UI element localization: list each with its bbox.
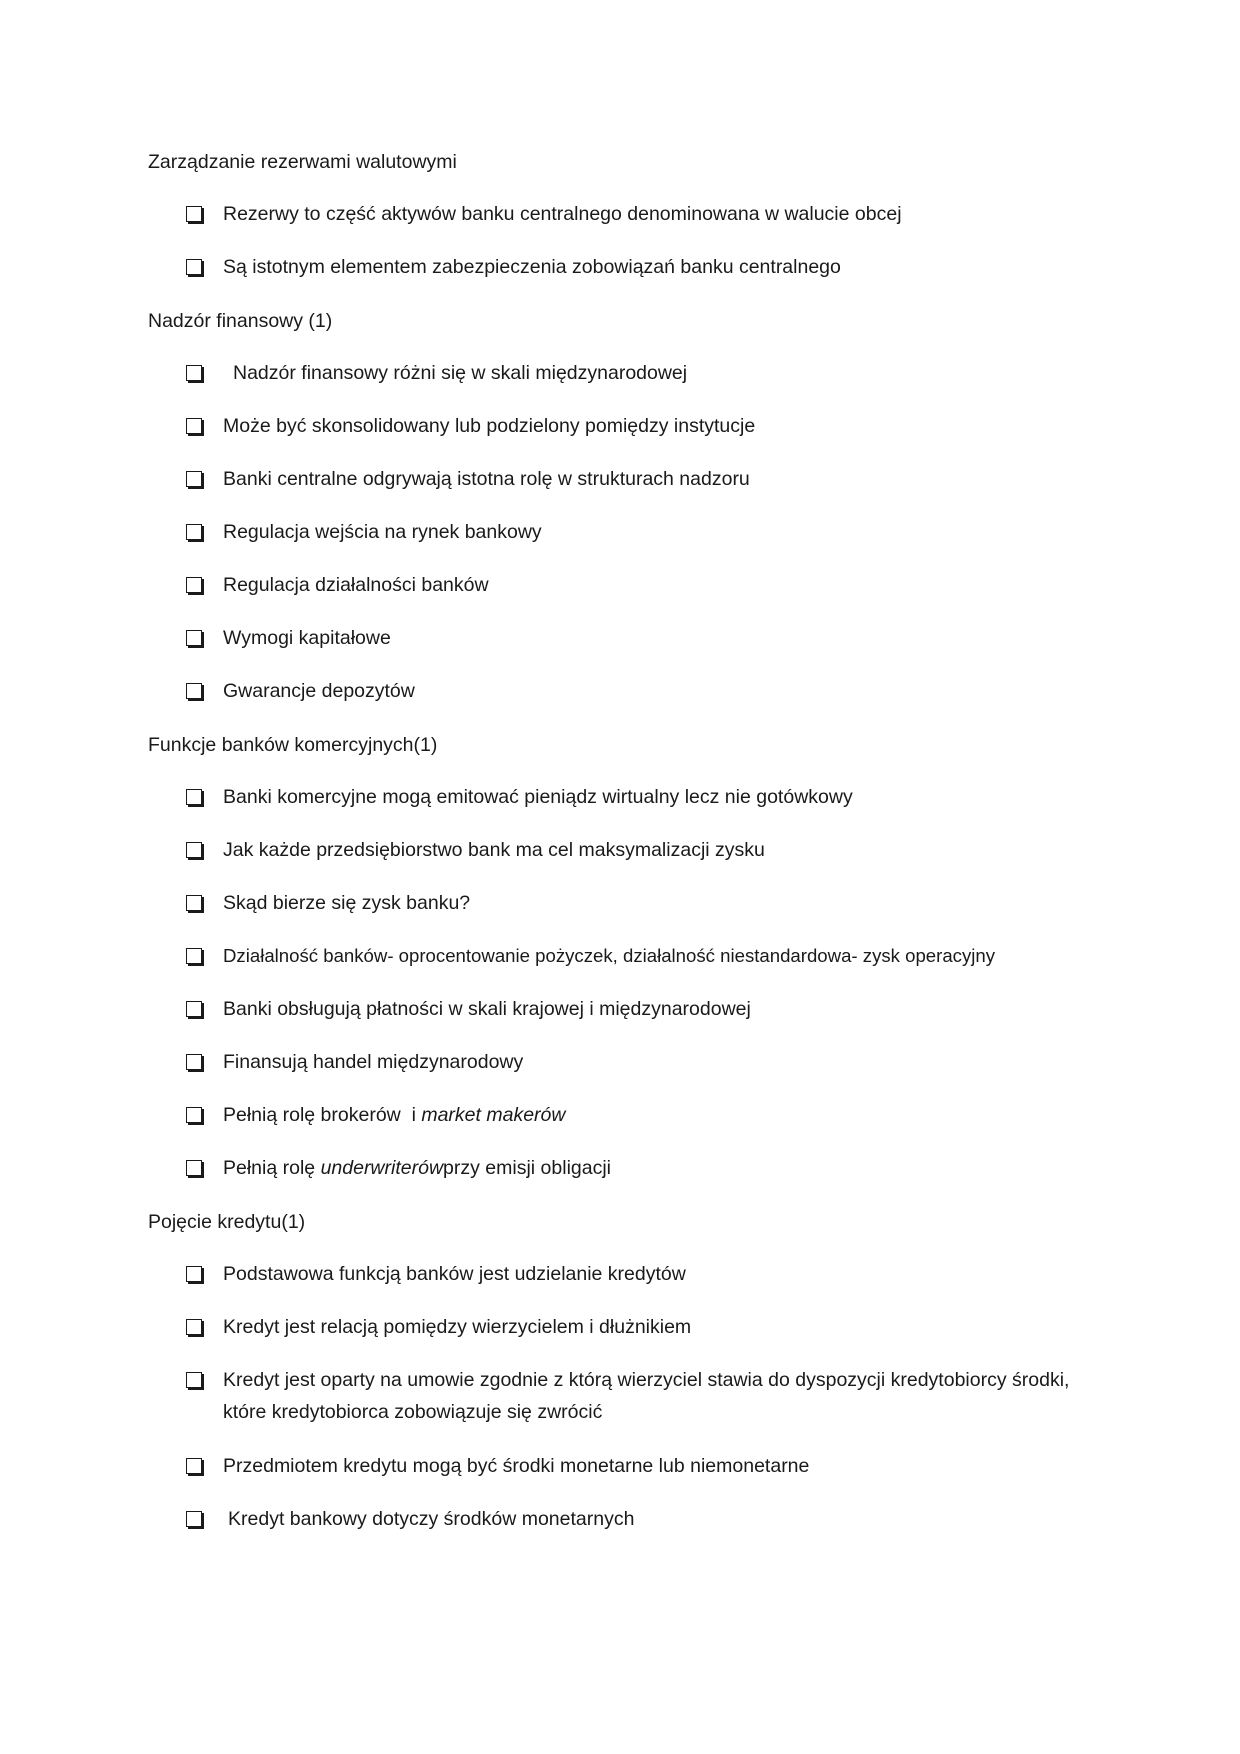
section-heading: Pojęcie kredytu(1) (148, 1211, 306, 1233)
checkbox-bullet-icon (186, 948, 202, 964)
list-item-text (223, 1099, 1123, 1131)
list-item-text: Kredyt jest oparty na umowie zgodnie z którą wierzyciel stawia do dyspozycji kredytobiorcy środki, które kredytobiorca zobowiązuje się zwrócić (223, 1369, 1070, 1423)
checkbox-bullet-icon (186, 1107, 202, 1123)
list-item-text: Nadzór finansowy różni się w skali międzynarodowej (233, 362, 688, 384)
checkbox-bullet-icon (186, 365, 202, 381)
list-item-text: Gwarancje depozytów (223, 680, 415, 702)
list-item-text: Podstawowa funkcją banków jest udzielanie kredytów (223, 1263, 686, 1285)
list-item-text: Banki komercyjne mogą emitować pieniądz wirtualny lecz nie gotówkowy (223, 786, 853, 808)
checkbox-bullet-icon (186, 842, 202, 858)
checkbox-bullet-icon (186, 259, 202, 275)
list-item-italic-text: underwriterów (320, 1157, 444, 1179)
list-item-text: Banki obsługują płatności w skali krajowej i międzynarodowej (223, 998, 751, 1020)
list-item-text-part: Pełnią rolę brokerów i (223, 1104, 422, 1126)
checkbox-bullet-icon (186, 418, 202, 434)
checkbox-bullet-icon (186, 895, 202, 911)
list-item-text: Może być skonsolidowany lub podzielony pomiędzy instytucje (223, 415, 756, 437)
list-item-text: Finansują handel międzynarodowy (223, 1051, 524, 1073)
list-item-text: Banki centralne odgrywają istotna rolę w strukturach nadzoru (223, 468, 750, 490)
checkbox-bullet-icon (186, 1458, 202, 1474)
checkbox-bullet-icon (186, 1319, 202, 1335)
list-item-text: Jak każde przedsiębiorstwo bank ma cel maksymalizacji zysku (223, 839, 765, 861)
checkbox-bullet-icon (186, 683, 202, 699)
list-item-text-part: Pełnią rolę (223, 1157, 321, 1179)
checkbox-bullet-icon (186, 1372, 202, 1388)
checkbox-bullet-icon (186, 1054, 202, 1070)
checkbox-bullet-icon (186, 630, 202, 646)
list-item-text: Kredyt bankowy dotyczy środków monetarnych (228, 1508, 635, 1530)
checkbox-bullet-icon (186, 1266, 202, 1282)
checkbox-bullet-icon (186, 1511, 202, 1527)
list-item-text: Rezerwy to część aktywów banku centralnego denominowana w walucie obcej (223, 203, 902, 225)
list-item-text: Regulacja wejścia na rynek bankowy (223, 521, 542, 543)
list-item-text-part: przy emisji obligacji (443, 1157, 611, 1179)
checkbox-bullet-icon (186, 524, 202, 540)
list-item-text: Przedmiotem kredytu mogą być środki monetarne lub niemonetarne (223, 1455, 810, 1477)
list-item-italic-text: market makerów (421, 1104, 566, 1126)
list-item-text: Są istotnym elementem zabezpieczenia zobowiązań banku centralnego (223, 256, 841, 278)
list-item-text: Skąd bierze się zysk banku? (223, 892, 471, 914)
list-item-text (223, 1152, 1123, 1184)
section-heading: Zarządzanie rezerwami walutowymi (148, 151, 457, 173)
checkbox-bullet-icon (186, 789, 202, 805)
checkbox-bullet-icon (186, 1160, 202, 1176)
checkbox-bullet-icon (186, 471, 202, 487)
list-item-text: Kredyt jest relacją pomiędzy wierzycielem i dłużnikiem (223, 1316, 692, 1338)
section-heading: Funkcje banków komercyjnych(1) (148, 734, 438, 756)
checkbox-bullet-icon (186, 206, 202, 222)
list-item-text: Wymogi kapitałowe (223, 627, 391, 649)
checkbox-bullet-icon (186, 577, 202, 593)
checkbox-bullet-icon (186, 1001, 202, 1017)
section-heading: Nadzór finansowy (1) (148, 310, 333, 332)
list-item-text: Działalność banków- oprocentowanie pożyczek, działalność niestandardowa- zysk operacyjny (223, 945, 996, 966)
list-item-text: Regulacja działalności banków (223, 574, 489, 596)
